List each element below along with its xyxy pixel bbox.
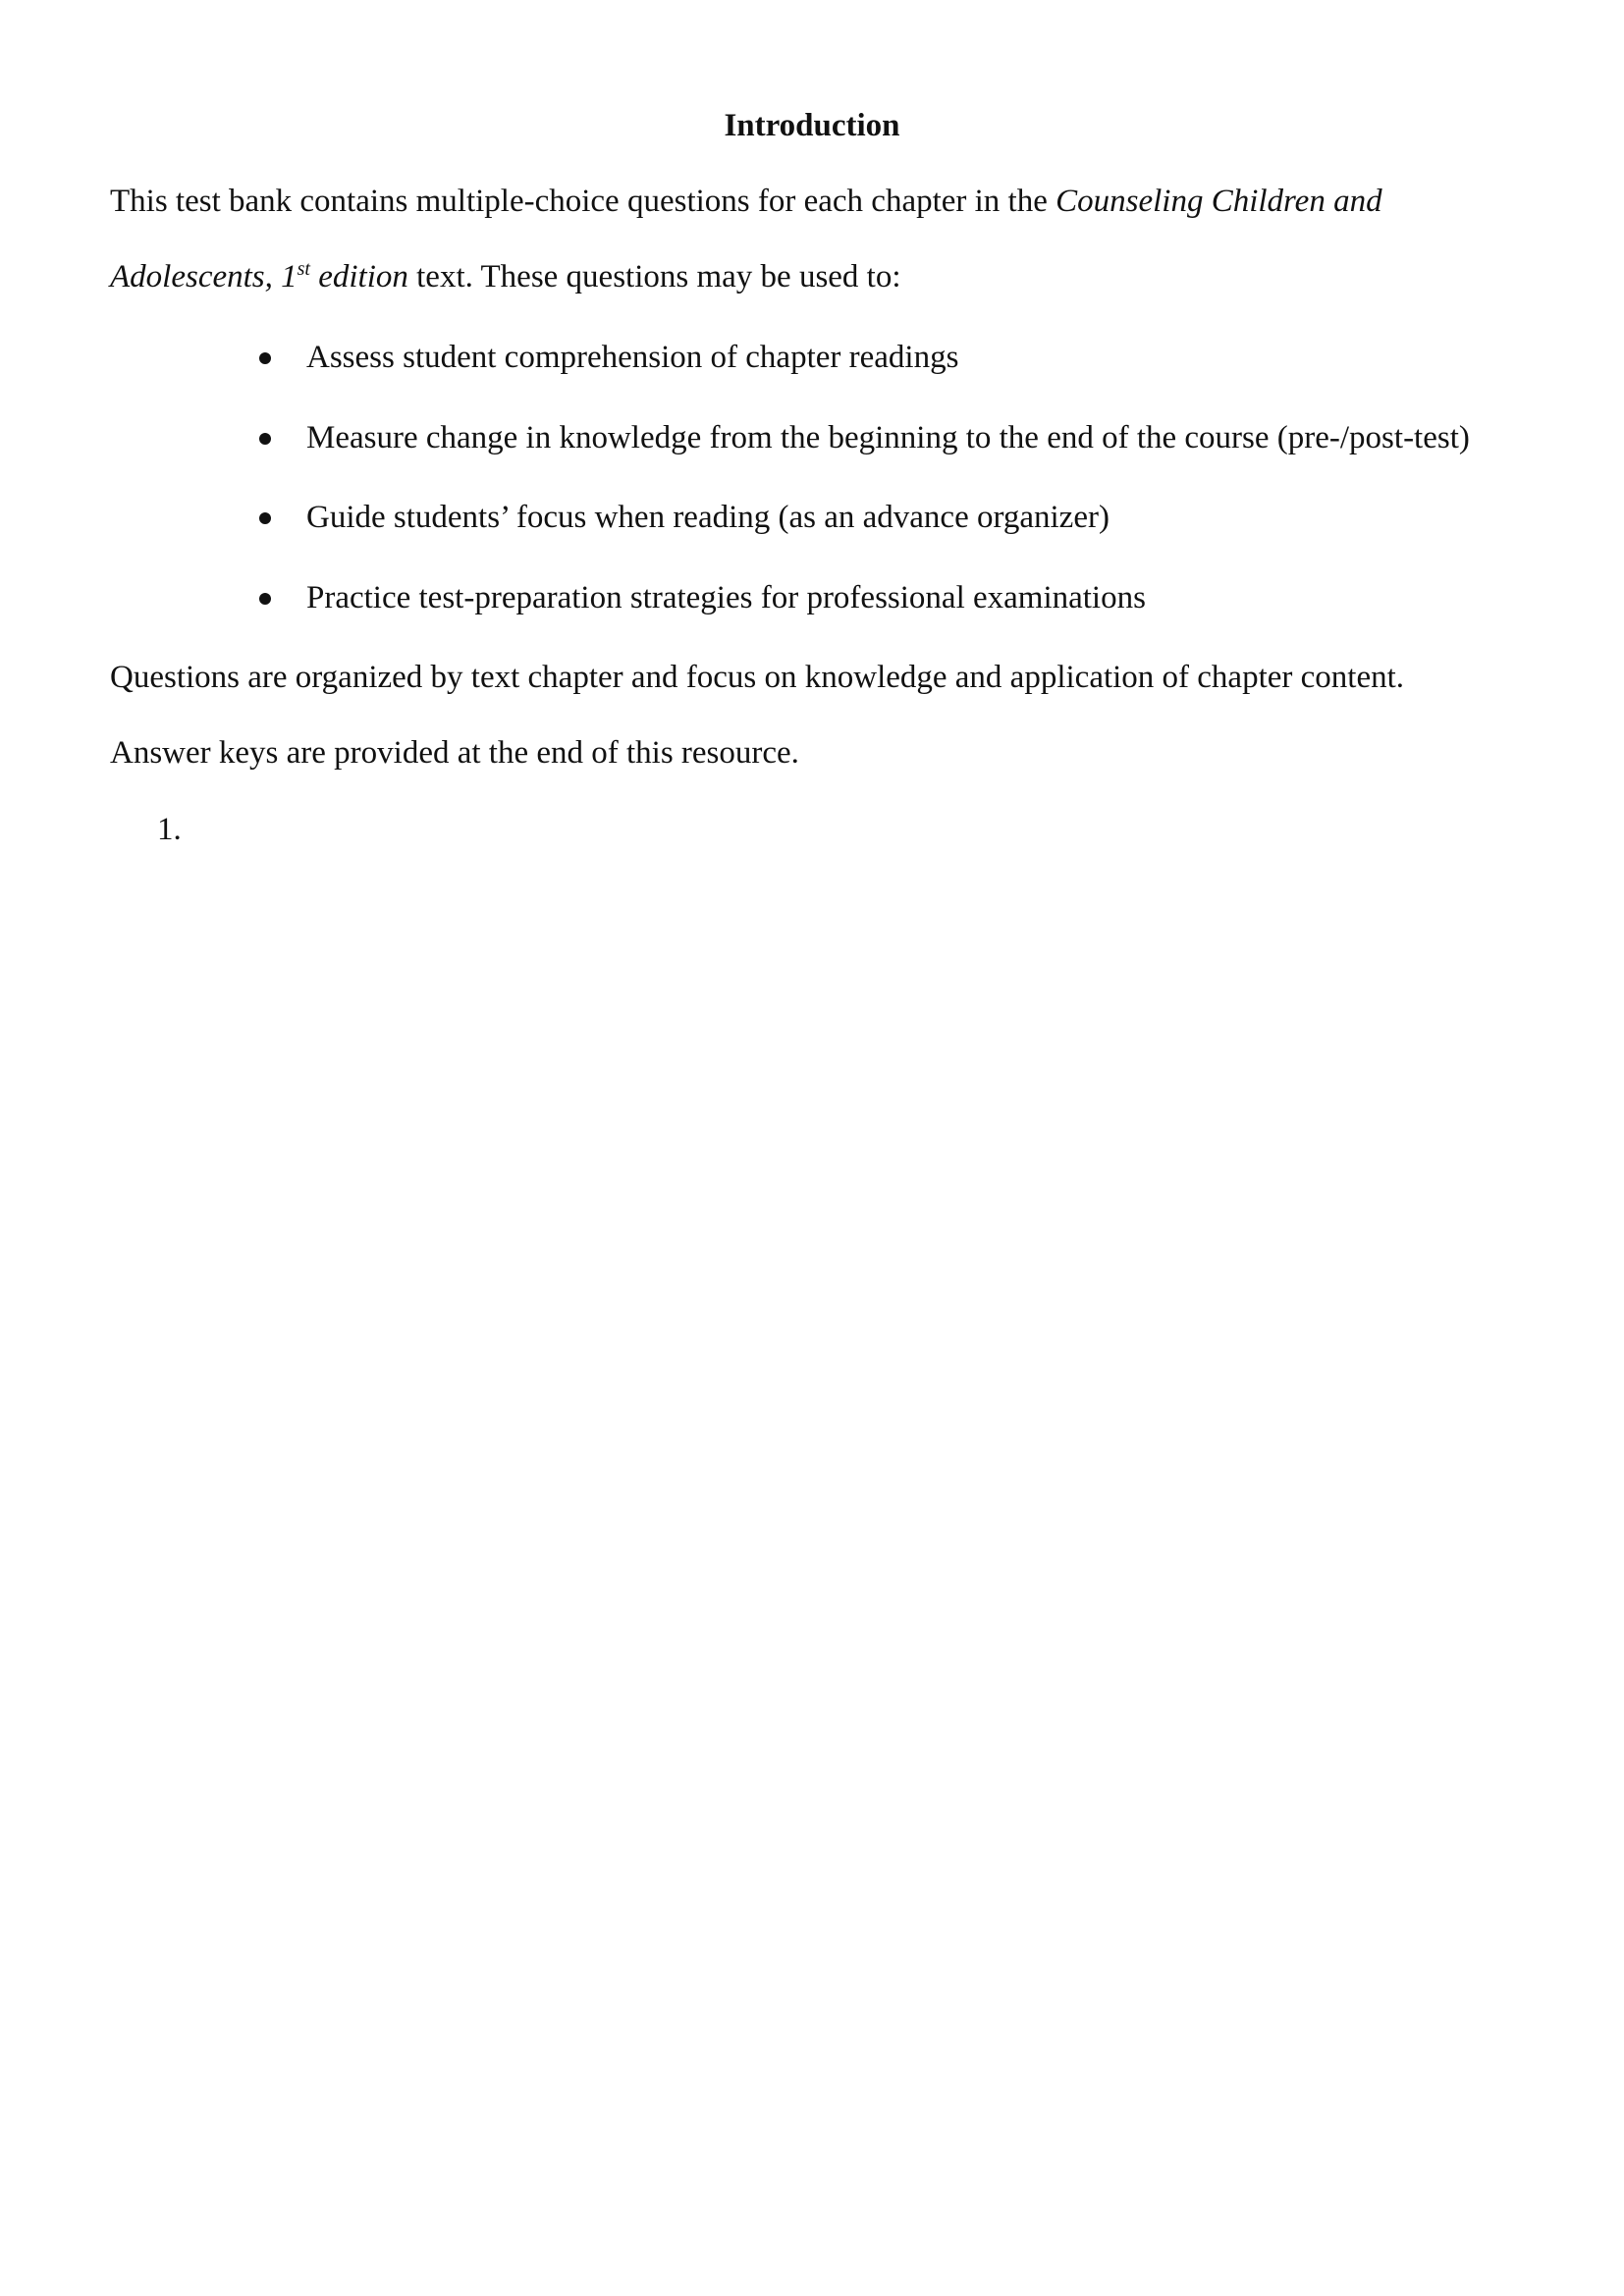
book-title-part-1: Counseling Children and [1056,184,1382,219]
bullet-text: Assess student comprehension of chapter readings [306,340,959,375]
intro-line-1 [110,182,1382,221]
bullet-text: Measure change in knowledge from the beginning to the end of the course (pre-/post-test) [306,420,1470,455]
bullet-dot-icon [259,433,271,445]
organization-paragraph: Questions are organized by text chapter and focus on knowledge and application of chapter content. [110,660,1405,695]
book-title-edition-number: Adolescents, 1 [110,259,298,294]
intro-text-start: This test bank contains multiple-choice questions for each chapter in the [110,184,1056,219]
edition-superscript: st [297,258,310,280]
intro-line-2 [110,257,901,296]
book-title-part-2 [110,259,408,294]
answer-keys-paragraph: Answer keys are provided at the end of this resource. [110,735,799,771]
bullet-text: Guide students’ focus when reading (as an advance organizer) [306,500,1110,535]
bullet-text: Practice test-preparation strategies for professional examinations [306,580,1146,615]
book-title-edition-word: edition [309,259,408,294]
bullet-dot-icon [259,593,271,605]
bullet-dot-icon [259,512,271,524]
bullet-dot-icon [259,352,271,364]
numbered-list-item: 1. [157,812,182,847]
page-title: Introduction [724,108,900,143]
intro-text-end: text. These questions may be used to: [407,259,901,294]
